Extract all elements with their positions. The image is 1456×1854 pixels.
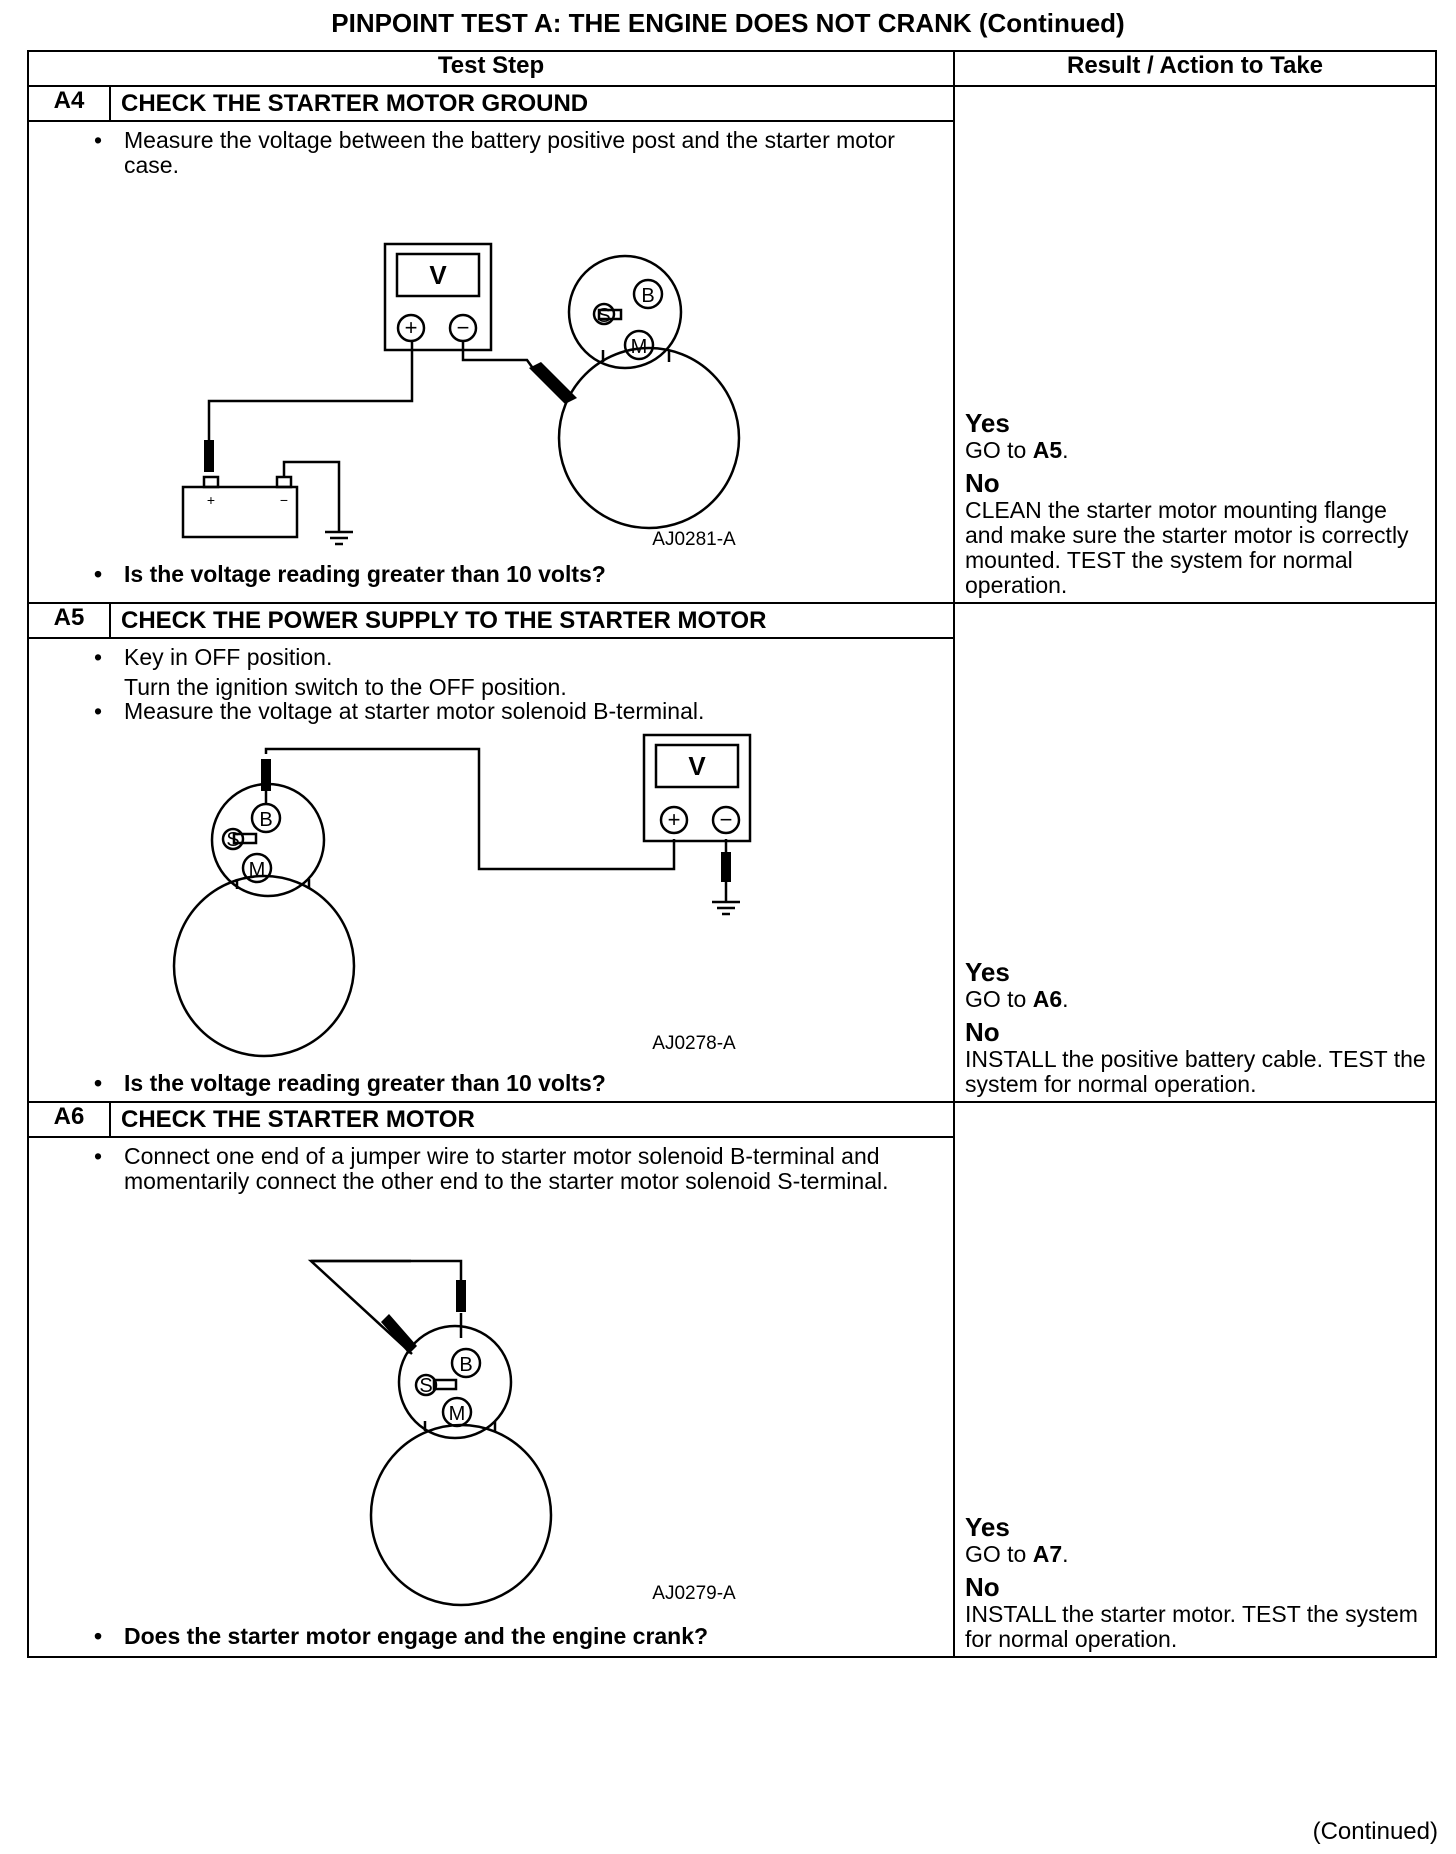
probe-negative — [529, 362, 577, 404]
starter-motor-jumper-diagram — [29, 1138, 955, 1656]
step-a4-header — [28, 86, 1436, 121]
header-test-step: Test Step — [28, 51, 954, 86]
no-action: INSTALL the starter motor. TEST the system for normal operation. — [965, 1601, 1418, 1652]
step-id: A4 — [28, 86, 110, 121]
svg-text:S: S — [226, 829, 240, 851]
yes-action: GO to A7. — [965, 1541, 1069, 1567]
power-supply-diagram — [29, 639, 955, 1101]
yes-label: Yes — [965, 1512, 1010, 1542]
svg-text:V: V — [429, 260, 447, 290]
header-result: Result / Action to Take — [954, 51, 1436, 86]
step-title: CHECK THE POWER SUPPLY TO THE STARTER MOTOR — [110, 603, 954, 638]
svg-text:−: − — [719, 807, 733, 832]
no-action: CLEAN the starter motor mounting flange and make sure the starter motor is correctly mounted. TEST the system for normal operation. — [965, 497, 1409, 598]
svg-text:−: − — [279, 492, 289, 508]
yes-action: GO to A6. — [965, 986, 1069, 1012]
step-id: A5 — [28, 603, 110, 638]
step-title: CHECK THE STARTER MOTOR — [110, 1102, 954, 1137]
step-a6-header — [28, 1102, 1436, 1137]
svg-text:S: S — [419, 1375, 433, 1397]
yes-label: Yes — [965, 408, 1010, 438]
figure-id: AJ0281-A — [652, 529, 736, 550]
starter-motor-case — [559, 348, 739, 528]
figure-id: AJ0278-A — [652, 1033, 736, 1054]
starter-motor-case — [174, 876, 354, 1056]
header-row — [28, 51, 1436, 86]
no-label: No — [965, 1572, 1000, 1602]
probe-positive — [261, 759, 271, 791]
instruction: • Measure the voltage between the battery positive post and the starter motor case. — [94, 127, 895, 178]
jumper-clip-s — [381, 1314, 417, 1354]
svg-text:+: + — [667, 807, 681, 832]
probe-negative — [721, 852, 731, 882]
page-title: PINPOINT TEST A: THE ENGINE DOES NOT CRANK (Continued) — [331, 8, 1125, 38]
probe-positive — [204, 440, 214, 472]
instruction: • Key in OFF position. — [94, 644, 333, 670]
yes-label: Yes — [965, 957, 1010, 987]
no-action: INSTALL the positive battery cable. TEST the system for normal operation. — [965, 1046, 1426, 1097]
question: • Is the voltage reading greater than 10 volts? — [94, 561, 606, 587]
yes-action: GO to A5. — [965, 437, 1069, 463]
step-a5-result — [954, 603, 1436, 1102]
continued-note: (Continued) — [1312, 1818, 1438, 1845]
step-title: CHECK THE STARTER MOTOR GROUND — [110, 86, 954, 121]
step-id: A6 — [28, 1102, 110, 1137]
step-a6-result — [954, 1102, 1436, 1657]
no-label: No — [965, 1017, 1000, 1047]
question: • Is the voltage reading greater than 10 volts? — [94, 1070, 606, 1096]
svg-text:V: V — [688, 751, 706, 781]
svg-text:M: M — [448, 1403, 466, 1425]
instruction: • Measure the voltage at starter motor solenoid B-terminal. — [94, 698, 705, 724]
instruction-detail: Turn the ignition switch to the OFF position. — [124, 674, 567, 700]
no-label: No — [965, 468, 1000, 498]
svg-text:B: B — [641, 285, 655, 307]
pinpoint-test-table — [27, 50, 1437, 1658]
figure-id: AJ0279-A — [652, 1583, 736, 1604]
instruction: • Connect one end of a jumper wire to starter motor solenoid B-terminal and momentarily connect the other end to the starter motor solenoid S-terminal. — [94, 1143, 889, 1194]
svg-text:−: − — [456, 315, 470, 340]
svg-text:+: + — [206, 492, 216, 508]
question: • Does the starter motor engage and the engine crank? — [94, 1623, 709, 1649]
step-a5-header — [28, 603, 1436, 638]
starter-motor-case — [371, 1425, 551, 1605]
svg-text:+: + — [404, 315, 418, 340]
svg-text:M: M — [248, 859, 266, 881]
step-a4-result — [954, 86, 1436, 603]
svg-text:M: M — [630, 336, 648, 358]
s-terminal — [434, 1380, 456, 1389]
svg-text:S: S — [597, 305, 611, 327]
svg-text:B: B — [459, 1354, 473, 1376]
jumper-clip-b — [456, 1280, 466, 1312]
svg-text:B: B — [259, 809, 273, 831]
starter-ground-diagram — [29, 122, 955, 602]
